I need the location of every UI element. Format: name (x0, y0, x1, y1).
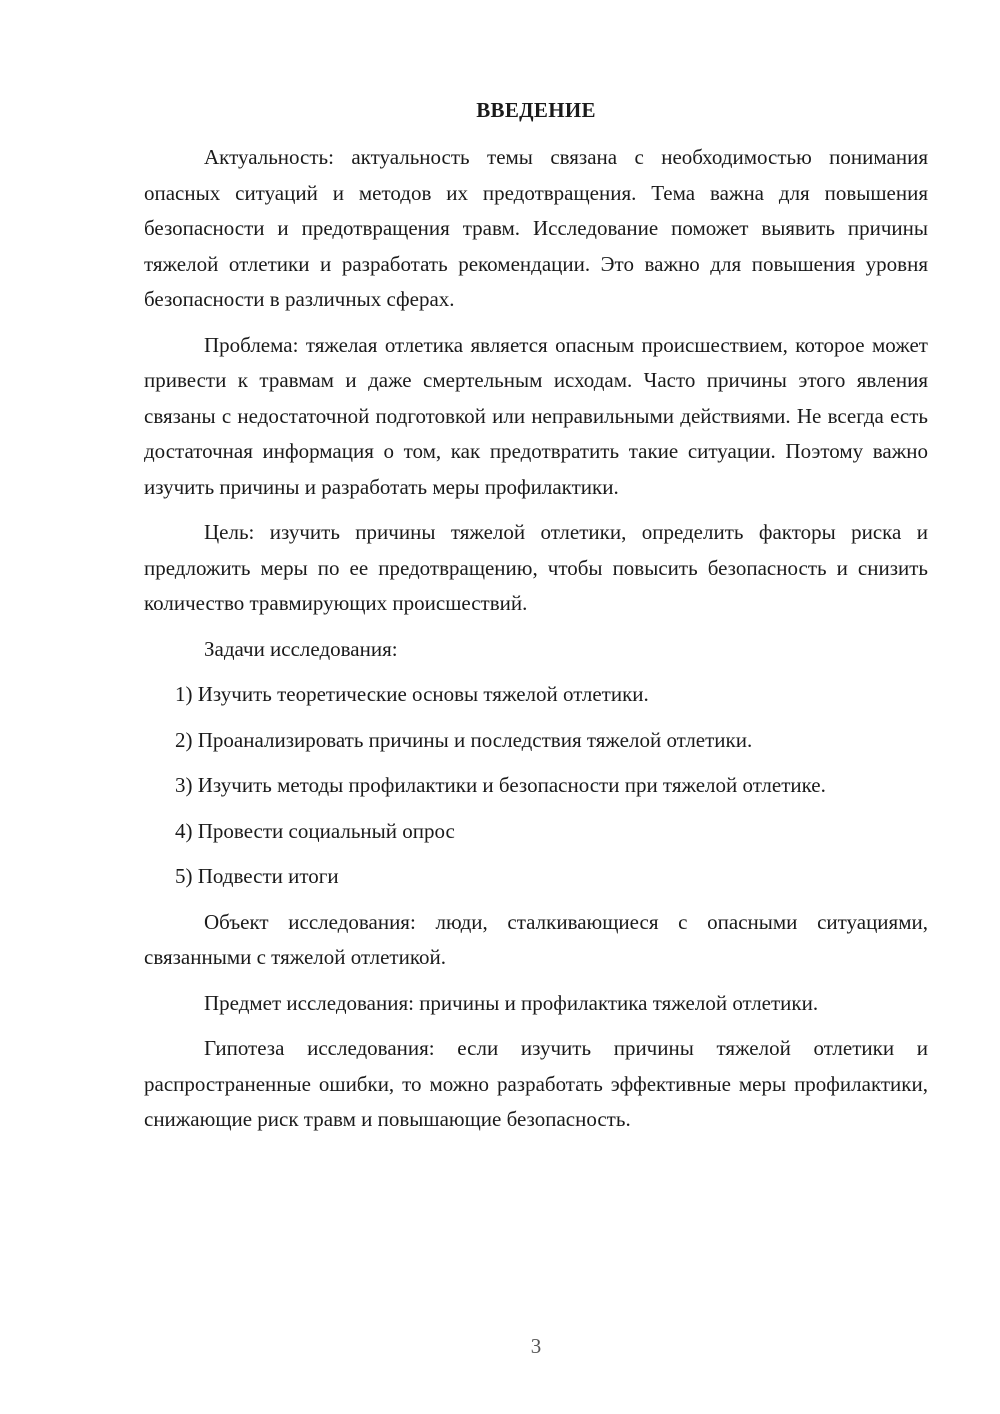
paragraph-problem: Проблема: тяжелая отлетика является опасным происшествием, которое может привести к травмам и даже смертельным исходам. Часто причины этого явления связаны с недостаточной подготовкой или неправильными действиями. Не всегда есть достаточная информация о том, как предотвратить такие ситуации. Поэтому важно изучить причины и разработать меры профилактики. (144, 332, 928, 499)
paragraph-object: Объект исследования: люди, сталкивающиеся с опасными ситуациями, связанными с тяжелой отлетикой. (144, 909, 928, 969)
paragraph-hypothesis: Гипотеза исследования: если изучить причины тяжелой отлетики и распространенные ошибки, то можно разработать эффективные меры профилактики, снижающие риск травм и повышающие безопасность. (144, 1036, 928, 1131)
tasks-heading: Задачи исследования: (204, 636, 398, 661)
task-item-3: 3) Изучить методы профилактики и безопасности при тяжелой отлетике. (175, 773, 826, 797)
paragraph-goal: Цель: изучить причины тяжелой отлетики, определить факторы риска и предложить меры по ее предотвращению, чтобы повысить безопасность и снизить количество травмирующих происшествий. (144, 520, 928, 615)
paragraph-relevance: Актуальность: актуальность темы связана с необходимостью понимания опасных ситуаций и методов их предотвращения. Тема важна для повышения безопасности и предотвращения травм. Исследование поможет выявить причины тяжелой отлетики и разработать рекомендации. Это важно для повышения уровня безопасности в различных сферах. (144, 145, 928, 311)
task-item-2: 2) Проанализировать причины и последствия тяжелой отлетики. (175, 727, 753, 752)
paragraph-subject: Предмет исследования: причины и профилактика тяжелой отлетики. (204, 990, 819, 1015)
page-title: ВВЕДЕНИЕ (476, 98, 596, 122)
task-item-1: 1) Изучить теоретические основы тяжелой отлетики. (175, 682, 649, 706)
document-page (144, 92, 928, 1148)
page-number: 3 (530, 1334, 542, 1358)
task-item-5: 5) Подвести итоги (175, 864, 339, 888)
task-item-4: 4) Провести социальный опрос (175, 818, 455, 843)
